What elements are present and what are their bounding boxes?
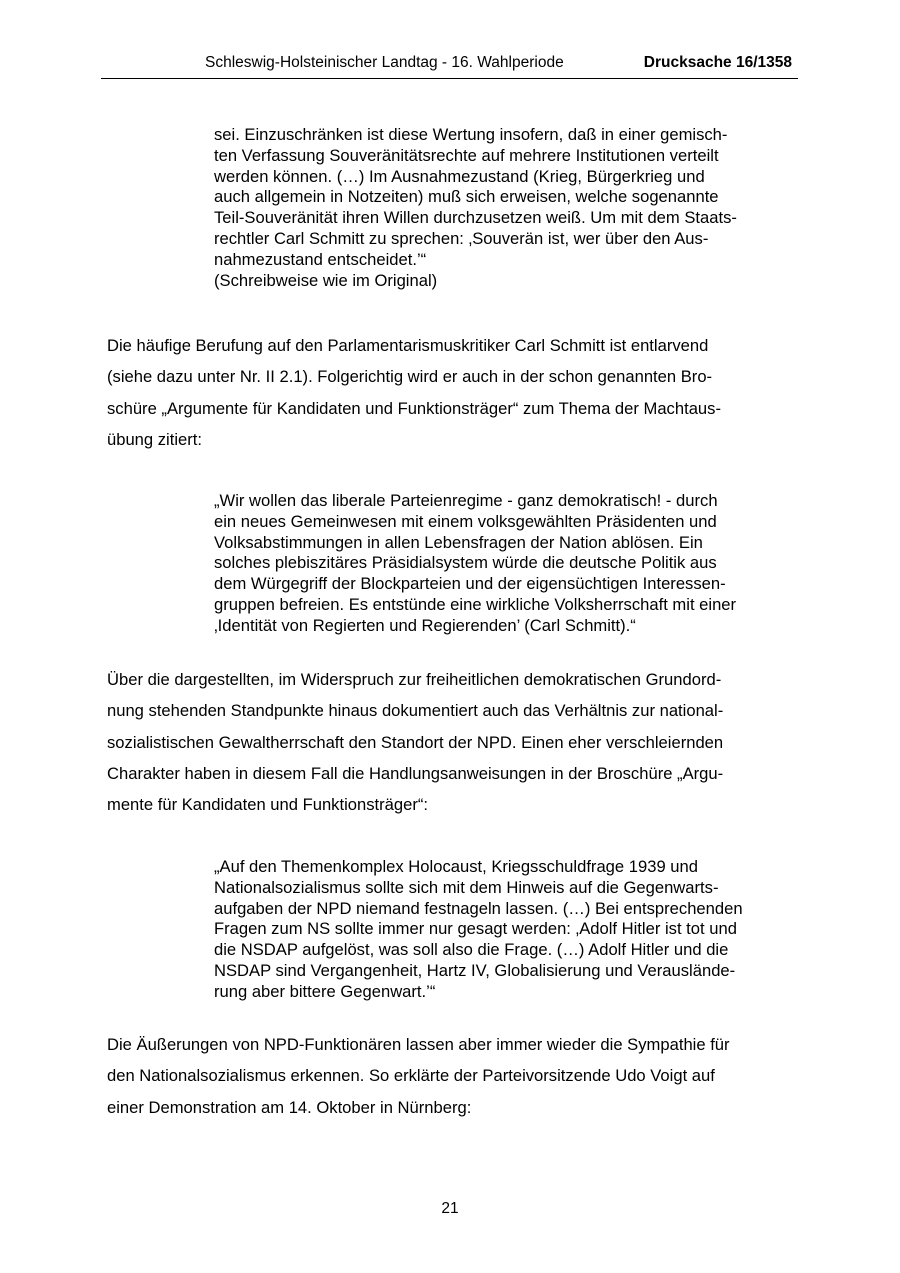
text-line: sei. Einzuschränken ist diese Wertung insofern, daß in einer gemisch- <box>214 125 728 144</box>
text-line: aufgaben der NPD niemand festnageln lassen. (…) Bei entsprechenden <box>214 898 743 918</box>
text-line: Nationalsozialismus sollte sich mit dem Hinweis auf die Gegenwarts- <box>214 877 719 897</box>
paragraph-3 <box>107 1029 797 1123</box>
page-header <box>101 52 798 79</box>
text-line: schüre „Argumente für Kandidaten und Funktionsträger“ zum Thema der Machtaus- <box>107 398 721 418</box>
text-line: rung aber bittere Gegenwart.’“ <box>214 981 436 1001</box>
text-line: (siehe dazu unter Nr. II 2.1). Folgerichtig wird er auch in der schon genannten Bro- <box>107 367 713 387</box>
text-line: Die häufige Berufung auf den Parlamentarismuskritiker Carl Schmitt ist entlarvend <box>107 336 709 355</box>
text-line: ten Verfassung Souveränitätsrechte auf mehrere Institutionen verteilt <box>214 145 719 165</box>
block-quote-2 <box>214 491 794 637</box>
text-line: ein neues Gemeinwesen mit einem volksgewählten Präsidenten und <box>214 511 717 531</box>
text-line: Teil-Souveränität ihren Willen durchzusetzen weiß. Um mit dem Staats- <box>214 208 737 228</box>
text-line: Volksabstimmungen in allen Lebensfragen der Nation ablösen. Ein <box>214 532 703 552</box>
text-line: rechtler Carl Schmitt zu sprechen: ‚Souverän ist, wer über den Aus- <box>214 228 709 248</box>
text-line: dem Würgegriff der Blockparteien und der eigensüchtigen Interessen- <box>214 574 726 594</box>
text-line: gruppen befreien. Es entstünde eine wirkliche Volksherrschaft mit einer <box>214 594 737 614</box>
text-line: nung stehenden Standpunkte hinaus dokumentiert auch das Verhältnis zur national- <box>107 701 724 721</box>
text-line: solches plebiszitäres Präsidialsystem würde die deutsche Politik aus <box>214 553 717 573</box>
text-line: Charakter haben in diesem Fall die Handlungsanweisungen in der Broschüre „Argu- <box>107 763 724 783</box>
text-line: werden können. (…) Im Ausnahmezustand (Krieg, Bürgerkrieg und <box>214 166 705 186</box>
text-line: mente für Kandidaten und Funktionsträger“: <box>107 795 429 815</box>
text-line: Fragen zum NS sollte immer nur gesagt werden: ‚Adolf Hitler ist tot und <box>214 919 737 939</box>
text-line: Über die dargestellten, im Widerspruch zur freiheitlichen demokratischen Grundord- <box>107 670 722 689</box>
page-number: 21 <box>441 1200 459 1217</box>
block-quote-1 <box>214 125 794 291</box>
text-line: ‚Identität von Regierten und Regierenden’ (Carl Schmitt).“ <box>214 615 636 635</box>
paragraph-2 <box>107 664 797 820</box>
quote-note: (Schreibweise wie im Original) <box>214 270 438 290</box>
text-line: auch allgemein in Notzeiten) muß sich erweisen, welche sogenannte <box>214 187 719 207</box>
document-number: Drucksache 16/1358 <box>643 54 792 71</box>
text-line: „Auf den Themenkomplex Holocaust, Kriegsschuldfrage 1939 und <box>214 857 698 876</box>
text-line: den Nationalsozialismus erkennen. So erklärte der Parteivorsitzende Udo Voigt auf <box>107 1066 715 1086</box>
block-quote-3 <box>214 857 794 1003</box>
paragraph-1 <box>107 330 797 455</box>
text-line: NSDAP sind Vergangenheit, Hartz IV, Globalisierung und Verauslände- <box>214 960 736 980</box>
text-line: „Wir wollen das liberale Parteienregime - ganz demokratisch! - durch <box>214 491 718 510</box>
text-line: Die Äußerungen von NPD-Funktionären lassen aber immer wieder die Sympathie für <box>107 1035 730 1054</box>
text-line: sozialistischen Gewaltherrschaft den Standort der NPD. Einen eher verschleiernden <box>107 732 724 752</box>
text-line: übung zitiert: <box>107 429 203 449</box>
header-title: Schleswig-Holsteinischer Landtag - 16. Wahlperiode <box>205 54 564 71</box>
text-line: die NSDAP aufgelöst, was soll also die Frage. (…) Adolf Hitler und die <box>214 940 729 960</box>
text-line: nahmezustand entscheidet.’“ <box>214 249 427 269</box>
text-line: einer Demonstration am 14. Oktober in Nürnberg: <box>107 1097 472 1117</box>
